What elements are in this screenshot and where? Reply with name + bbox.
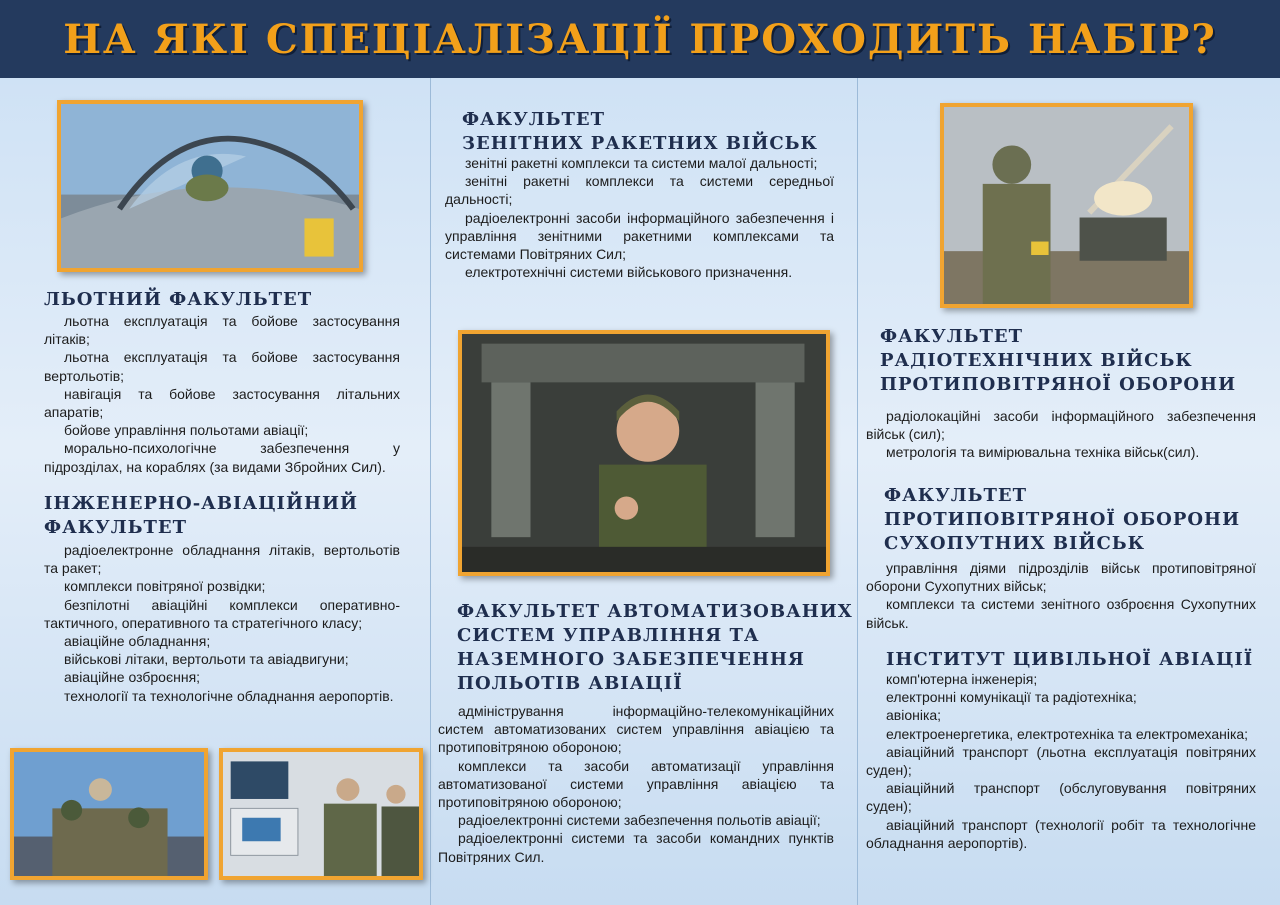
list-antiaircraft-faculty: [445, 154, 834, 281]
heading-line: ПРОТИПОВІТРЯНОЇ ОБОРОНИ: [884, 509, 1241, 530]
heading-line: ФАКУЛЬТЕТ АВТОМАТИЗОВАНИХ: [457, 601, 853, 622]
page-title: НА ЯКІ СПЕЦІАЛІЗАЦІЇ ПРОХОДИТЬ НАБІР?: [63, 15, 1217, 63]
list-item: комплекси повітряної розвідки;: [64, 578, 266, 595]
photo-pilot-cockpit: [57, 100, 363, 272]
heading-flight-faculty: ЛЬОТНИЙ ФАКУЛЬТЕТ: [44, 289, 313, 310]
list-automated-faculty: [438, 702, 834, 866]
list-radiotech-faculty: [866, 407, 1256, 462]
heading-automated-faculty: [457, 600, 853, 696]
heading-line: ЗЕНІТНИХ РАКЕТНИХ ВІЙСЬК: [462, 133, 818, 154]
heading-line: СУХОПУТНИХ ВІЙСЬК: [884, 533, 1146, 554]
heading-line: СИСТЕМ УПРАВЛІННЯ ТА: [457, 625, 760, 646]
heading-line: РАДІОТЕХНІЧНИХ ВІЙСЬК: [880, 350, 1193, 371]
list-engineering-faculty: [44, 541, 400, 705]
heading-engineering-faculty: [44, 492, 358, 540]
list-item: бойове управління польотами авіації;: [64, 422, 309, 439]
list-flight-faculty: [44, 312, 400, 476]
list-item: технології та технологічне обладнання аеропортів.: [64, 687, 394, 704]
heading-line: ФАКУЛЬТЕТ: [880, 326, 1023, 347]
heading-line: ФАКУЛЬТЕТ: [44, 517, 187, 538]
list-item: безпілотні авіаційні комплекси оперативно-тактичного, оперативного та стратегічного класу;: [44, 596, 400, 631]
heading-civil-aviation-institute: ІНСТИТУТ ЦИВІЛЬНОЇ АВІАЦІЇ: [886, 649, 1254, 670]
list-item: навігація та бойове застосування літальних апаратів;: [44, 385, 400, 421]
photo-control-room: [219, 748, 423, 880]
list-item: управління діями підрозділів військ протиповітряної оборони Сухопутних військ;: [866, 560, 1256, 595]
list-item: авіоніка;: [886, 707, 942, 724]
heading-line: ПОЛЬОТІВ АВІАЦІЇ: [457, 673, 683, 694]
list-item: радіоелектронні засоби інформаційного забезпечення і управління зенітними ракетними комплексами та системами Повітряних Сил;: [445, 209, 834, 263]
list-item: комплекси та засоби автоматизації управління автоматизованої системи управління авіацією та протиповітряною обороною;: [438, 757, 834, 811]
heading-line: НАЗЕМНОГО ЗАБЕЗПЕЧЕННЯ: [457, 649, 805, 670]
fold-line: [430, 78, 431, 905]
list-item: авіаційне озброєння;: [64, 669, 201, 686]
list-item: льотна експлуатація та бойове застосування літаків;: [44, 313, 400, 348]
list-item: зенітні ракетні комплекси та системи малої дальності;: [465, 155, 818, 171]
page-header: [0, 0, 1280, 78]
list-item: адміністрування інформаційно-телекомунікаційних систем автоматизованих систем управління авіацією та протиповітряною обороною;: [438, 703, 834, 756]
list-item: метрологія та вимірювальна техніка військ(сил).: [886, 444, 1200, 461]
heading-antiaircraft-faculty: [462, 108, 818, 156]
photo-cadets-celebrating: [10, 748, 208, 880]
heading-line: ПРОТИПОВІТРЯНОЇ ОБОРОНИ: [880, 374, 1237, 395]
list-item: авіаційне обладнання;: [64, 633, 211, 650]
list-civil-aviation-institute: [866, 670, 1256, 852]
list-item: зенітні ракетні комплекси та системи середньої дальності;: [445, 173, 834, 208]
list-item: льотна експлуатація та бойове застосування вертольотів;: [44, 349, 400, 384]
fold-line: [857, 78, 858, 905]
heading-line: ІНЖЕНЕРНО-АВІАЦІЙНИЙ: [44, 493, 358, 514]
list-item: морально-психологічне забезпечення у підрозділах, на кораблях (за видами Збройних Сил).: [44, 440, 400, 475]
photo-soldier-missile-launch: [940, 103, 1193, 308]
list-groundforces-faculty: [866, 559, 1256, 632]
list-item: радіоелектронні системи забезпечення польотів авіації;: [458, 812, 821, 829]
heading-line: ФАКУЛЬТЕТ: [462, 109, 605, 130]
list-item: радіолокаційні засоби інформаційного забезпечення військ (сил);: [866, 408, 1256, 443]
list-item: військові літаки, вертольоти та авіадвигуни;: [64, 651, 349, 668]
list-item: комп'ютерна інженерія;: [886, 671, 1038, 687]
list-item: радіоелектронні системи та засоби командних пунктів Повітряних Сил.: [438, 830, 834, 865]
list-item: електротехнічні системи військового призначення.: [465, 264, 793, 281]
heading-line: ФАКУЛЬТЕТ: [884, 485, 1027, 506]
heading-groundforces-faculty: [884, 484, 1240, 556]
photo-soldier-in-hatch: [458, 330, 830, 576]
list-item: авіаційний транспорт (технології робіт та технологічне обладнання аеропортів).: [866, 816, 1256, 851]
list-item: авіаційний транспорт (льотна експлуатація повітряних суден);: [866, 743, 1256, 779]
list-item: електронні комунікації та радіотехніка;: [886, 689, 1137, 706]
heading-radiotech-faculty: [880, 325, 1236, 397]
list-item: електроенергетика, електротехніка та електромеханіка;: [886, 725, 1249, 742]
list-item: радіоелектронне обладнання літаків, вертольотів та ракет;: [44, 542, 400, 577]
list-item: авіаційний транспорт (обслуговування повітряних суден);: [866, 780, 1256, 815]
list-item: комплекси та системи зенітного озброєння Сухопутних військ.: [866, 596, 1256, 631]
